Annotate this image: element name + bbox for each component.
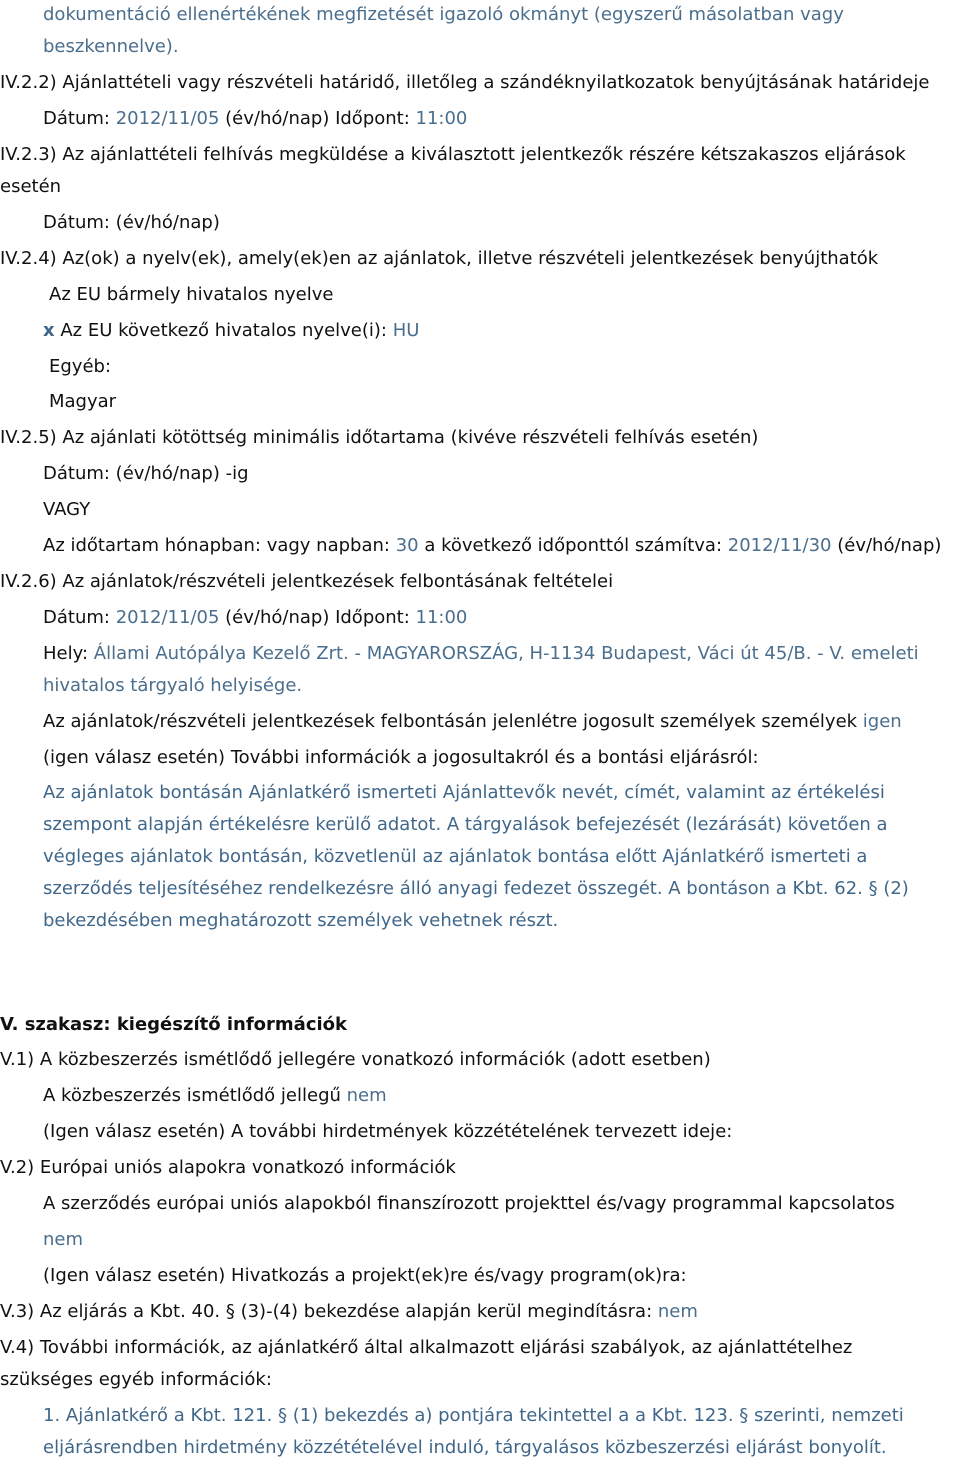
language-value: HU [392,320,420,341]
opening-time: 11:00 [415,607,468,628]
section-iv-2-3-title: IV.2.3) Az ajánlattételi felhívás megküldése a kiválasztott jelentkezők részére kétszakaszos eljárások [0,144,906,165]
section-v-4-title: V.4) További információk, az ajánlatkérő által alkalmazott eljárási szabályok, az ajánlattételhez [0,1337,853,1358]
eu-funds-value: nem [43,1229,84,1250]
opening-info-line-1: Az ajánlatok bontásán Ajánlatkérő ismerteti Ajánlattevők nevét, címét, valamint az értékelési [43,782,885,803]
section-v-heading: V. szakasz: kiegészítő információk [0,1014,348,1035]
additional-info-line-2: eljárásrendben hirdetmény közzétételével induló, tárgyalásos közbeszerzési eljárást bonyolít. [43,1437,887,1458]
opening-info-line-3: végleges ajánlatok bontásán, közvetlenül az ajánlatok bontása előtt Ajánlatkérő ismerteti a [43,846,868,867]
opening-place: Állami Autópálya Kezelő Zrt. - MAGYARORSZÁG, H-1134 Budapest, Váci út 45/B. - V. emeleti [93,643,919,664]
section-v-2-follow: (Igen válasz esetén) Hivatkozás a projekt(ek)re és/vagy program(ok)ra: [43,1265,687,1286]
section-iv-2-3-date: Dátum: (év/hó/nap) [43,212,220,233]
language-other-value: Magyar [49,391,117,412]
opening-info-line-2: szempont alapján értékelésre kerülő adatot. A tárgyalások befejezését (lezárását) követően a [43,814,888,835]
section-iv-2-2-date: Dátum: 2012/11/05 (év/hó/nap) Időpont: 11:00 [43,108,468,129]
section-iv-2-5-duration: Az időtartam hónapban: vagy napban: 30 a következő időponttól számítva: 2012/11/30 (év/hó/nap) [43,535,942,556]
opening-info-line-4: szerződés teljesítéséhez rendelkezésre álló anyagi fedezet összegét. A bontáson a Kbt. 62. § (2) [43,878,909,899]
section-iv-2-6-date: Dátum: 2012/11/05 (év/hó/nap) Időpont: 11:00 [43,607,468,628]
section-iv-2-6-further: (igen válasz esetén) További információk a jogosultakról és a bontási eljárásról: [43,747,759,768]
section-v-1-follow: (Igen válasz esetén) A további hirdetmények közzétételének tervezett ideje: [43,1121,733,1142]
deadline-time: 11:00 [415,108,468,129]
section-v-1-question: A közbeszerzés ismétlődő jellegű nem [43,1085,387,1106]
section-iv-2-6-place: Hely: Állami Autópálya Kezelő Zrt. - MAGYARORSZÁG, H-1134 Budapest, Váci út 45/B. - V. emeleti [43,643,919,664]
section-iv-2-5-date: Dátum: (év/hó/nap) -ig [43,463,249,484]
section-iv-2-6-title: IV.2.6) Az ajánlatok/részvételi jelentkezések felbontásának feltételei [0,571,614,592]
kbt-40-value: nem [657,1301,698,1322]
section-iv-2-5-title: IV.2.5) Az ajánlati kötöttség minimális időtartama (kivéve részvételi felhívás esetén) [0,427,759,448]
section-v-1-title: V.1) A közbeszerzés ismétlődő jellegére vonatkozó információk (adott esetben) [0,1049,711,1070]
selected-mark: x [43,320,55,341]
section-v-2-question: A szerződés európai uniós alapokból finanszírozott projekttel és/vagy programmal kapcsolatos [43,1193,895,1214]
deadline-date: 2012/11/05 [115,108,220,129]
section-v-4-title-cont: szükséges egyéb információk: [0,1369,272,1390]
section-iv-2-5-or: VAGY [43,499,91,520]
section-iv-2-4-title: IV.2.4) Az(ok) a nyelv(ek), amely(ek)en az ajánlatok, illetve részvételi jelentkezések benyújthatók [0,248,879,269]
section-iv-2-6-persons: Az ajánlatok/részvételi jelentkezések felbontásán jelenlétre jogosult személyek személyek igen [43,711,902,732]
section-v-3: V.3) Az eljárás a Kbt. 40. § (3)-(4) bekezdése alapján kerül megindításra: nem [0,1301,698,1322]
intro-line-2: beszkennelve). [43,36,179,57]
language-option-specific: x Az EU következő hivatalos nyelve(i): HU [43,320,420,341]
duration-days: 30 [395,535,419,556]
duration-from-date: 2012/11/30 [727,535,832,556]
section-iv-2-6-place-cont: hivatalos tárgyaló helyisége. [43,675,303,696]
language-option-any: Az EU bármely hivatalos nyelve [49,284,334,305]
opening-date: 2012/11/05 [115,607,220,628]
recurring-value: nem [346,1085,387,1106]
opening-info-line-5: bekezdésében meghatározott személyek vehetnek részt. [43,910,559,931]
section-iv-2-2-title: IV.2.2) Ajánlattételi vagy részvételi határidő, illetőleg a szándéknyilatkozatok benyújtásának határideje [0,72,930,93]
section-v-2-title: V.2) Európai uniós alapokra vonatkozó információk [0,1157,456,1178]
additional-info-line-1: 1. Ajánlatkérő a Kbt. 121. § (1) bekezdés a) pontjára tekintettel a a Kbt. 123. § szerinti, nemzeti [43,1405,904,1426]
language-other-label: Egyéb: [49,356,112,377]
persons-value: igen [862,711,902,732]
section-iv-2-3-title-cont: esetén [0,176,62,197]
intro-line-1: dokumentáció ellenértékének megfizetését igazoló okmányt (egyszerű másolatban vagy [43,4,844,25]
